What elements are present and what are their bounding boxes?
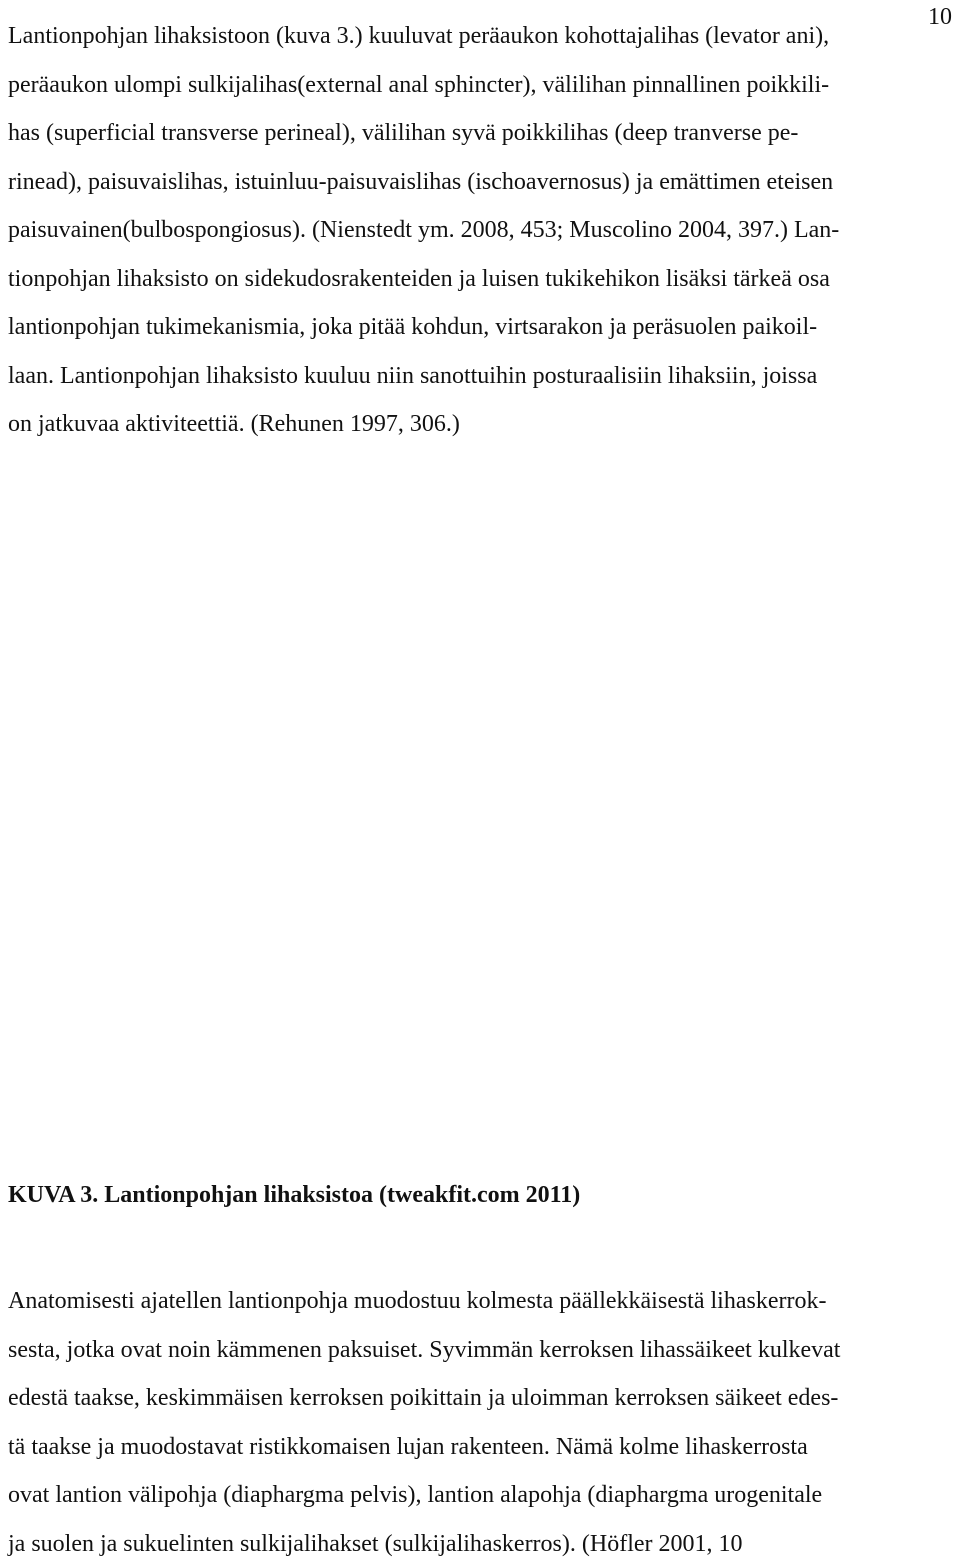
- text-line: lantionpohjan tukimekanismia, joka pitää kohdun, virtsarakon ja peräsuolen paikoil-: [8, 303, 956, 352]
- text-line: has (superficial transverse perineal), välilihan syvä poikkilihas (deep tranverse pe-: [8, 109, 956, 158]
- text-line: tionpohjan lihaksisto on sidekudosrakenteiden ja luisen tukikehikon lisäksi tärkeä osa: [8, 255, 956, 304]
- text-line: ja suolen ja sukuelinten sulkijalihakset (sulkijalihaskerros). (Höfler 2001, 10: [8, 1520, 956, 1568]
- figure-caption: KUVA 3. Lantionpohjan lihaksistoa (tweakfit.com 2011): [8, 1182, 580, 1209]
- page-number: 10: [928, 4, 952, 31]
- text-line: laan. Lantionpohjan lihaksisto kuuluu niin sanottuihin posturaalisiin lihaksiin, joissa: [8, 352, 956, 401]
- text-line: peräaukon ulompi sulkijalihas(external anal sphincter), välilihan pinnallinen poikkili-: [8, 61, 956, 110]
- text-line: Lantionpohjan lihaksistoon (kuva 3.) kuuluvat peräaukon kohottajalihas (levator ani),: [8, 12, 956, 61]
- text-line: sesta, jotka ovat noin kämmenen paksuiset. Syvimmän kerroksen lihassäikeet kulkevat: [8, 1326, 956, 1375]
- text-line: Anatomisesti ajatellen lantionpohja muodostuu kolmesta päällekkäisestä lihaskerrok-: [8, 1277, 956, 1326]
- text-line: tä taakse ja muodostavat ristikkomaisen lujan rakenteen. Nämä kolme lihaskerrosta: [8, 1423, 956, 1472]
- text-line: paisuvainen(bulbospongiosus). (Nienstedt ym. 2008, 453; Muscolino 2004, 397.) Lan-: [8, 206, 956, 255]
- text-line: ovat lantion välipohja (diaphargma pelvis), lantion alapohja (diaphargma urogenitale: [8, 1471, 956, 1520]
- text-line: rinead), paisuvaislihas, istuinluu-paisuvaislihas (ischoavernosus) ja emättimen eteisen: [8, 158, 956, 207]
- body-paragraph-2: [8, 1277, 956, 1568]
- text-line: on jatkuvaa aktiviteettiä. (Rehunen 1997, 306.): [8, 400, 956, 449]
- body-paragraph-1: [8, 12, 956, 449]
- text-line: edestä taakse, keskimmäisen kerroksen poikittain ja uloimman kerroksen säikeet edes-: [8, 1374, 956, 1423]
